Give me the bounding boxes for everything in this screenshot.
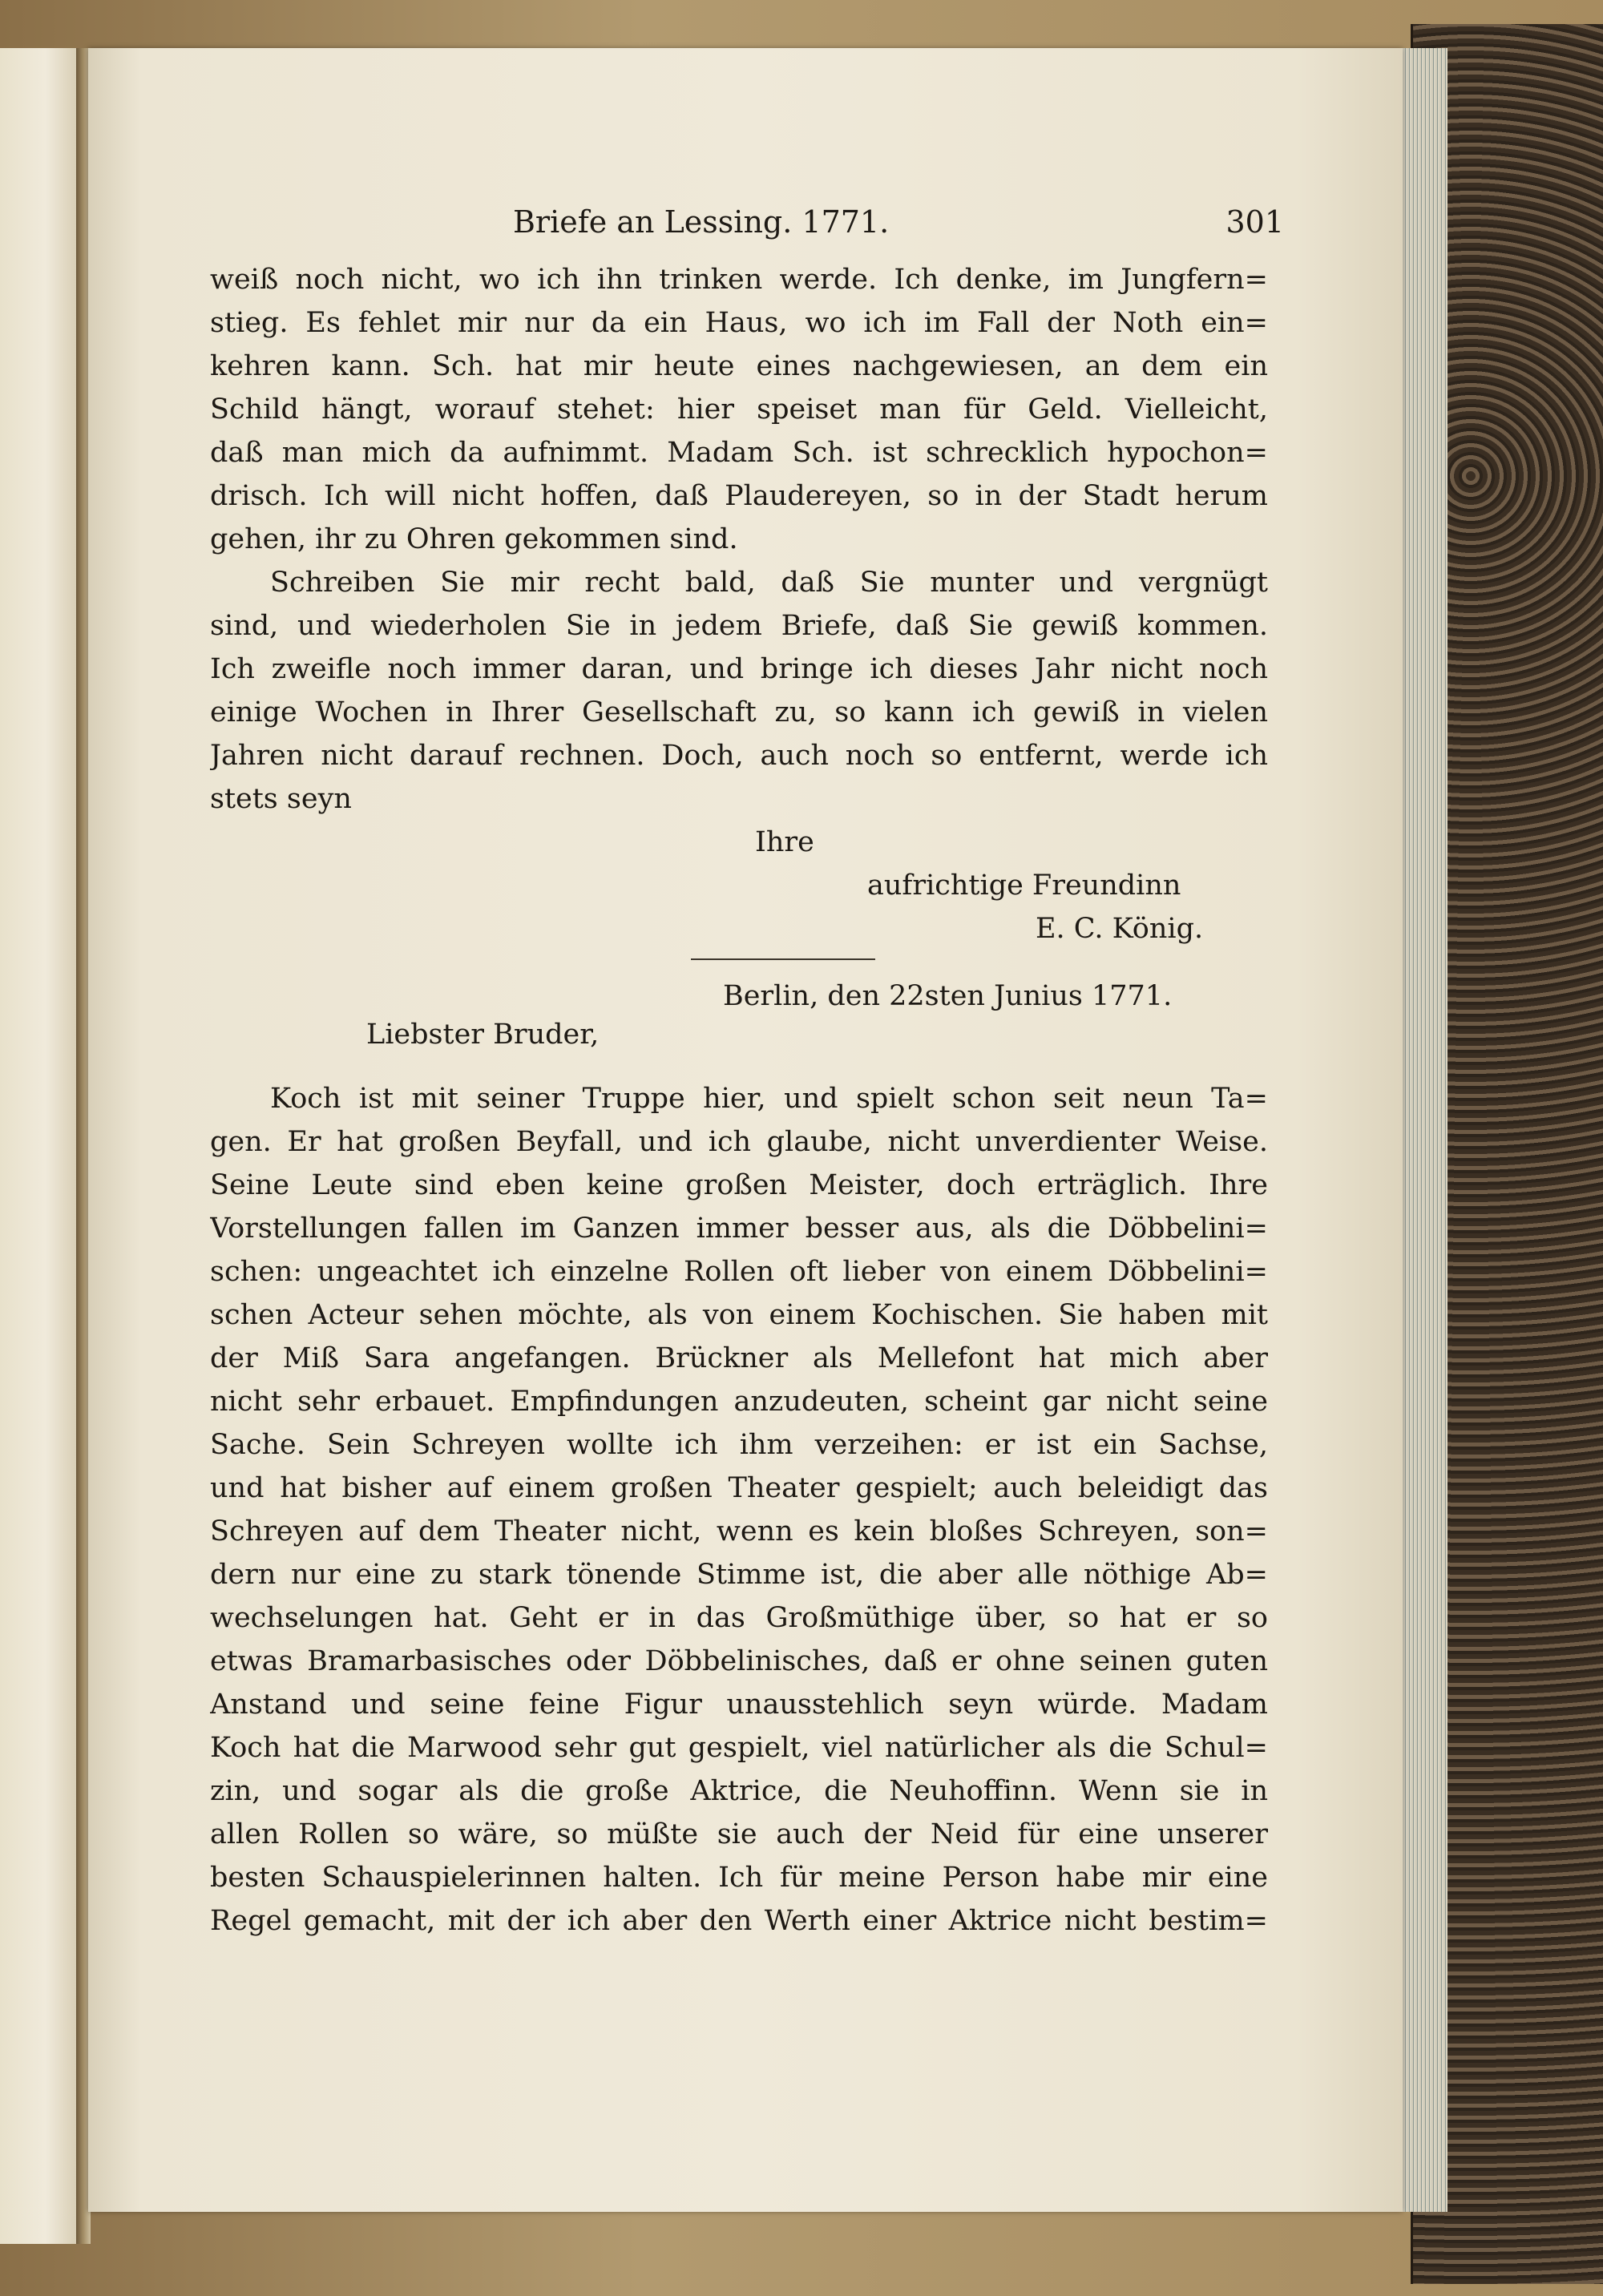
text-line: einige Wochen in Ihrer Gesellschaft zu, so kann ich gewiß in vielen [210, 696, 1268, 728]
spacer [210, 1061, 1268, 1077]
text-line: Vorstellungen fallen im Ganzen immer besser aus, als die Döbbelini= [210, 1213, 1268, 1245]
book-page [88, 48, 1403, 2212]
signature: E. C. König. [1036, 913, 1204, 945]
text-line: allen Rollen so wäre, so müßte sie auch der Neid für eine unserer [210, 1818, 1268, 1850]
text-line: daß man mich da aufnimmt. Madam Sch. ist schrecklich hypochon= [210, 437, 1268, 469]
salutation: Liebster Bruder, [366, 1019, 600, 1051]
text-line: Schild hängt, worauf stehet: hier speiset man für Geld. Vielleicht, [210, 393, 1268, 426]
text-line: Anstand und seine feine Figur unausstehlich seyn würde. Madam [210, 1689, 1268, 1721]
text-line: sind, und wiederholen Sie in jedem Briefe, daß Sie gewiß kommen. [210, 610, 1268, 642]
running-title: Briefe an Lessing. 1771. [513, 204, 890, 240]
text-line: Seine Leute sind eben keine großen Meister, doch erträglich. Ihre [210, 1169, 1268, 1201]
text-line: wechselungen hat. Geht er in das Großmüthige über, so hat er so [210, 1602, 1268, 1634]
text-line: Jahren nicht darauf rechnen. Doch, auch noch so entfernt, werde ich [210, 740, 1268, 772]
closing-line: aufrichtige Freundinn [867, 870, 1181, 902]
text-line: weiß noch nicht, wo ich ihn trinken werde. Ich denke, im Jungfern= [210, 264, 1268, 296]
text-line: der Miß Sara angefangen. Brückner als Mellefont hat mich aber [210, 1342, 1268, 1374]
text-line: Sache. Sein Schreyen wollte ich ihm verzeihen: er ist ein Sachse, [210, 1429, 1268, 1461]
text-line: schen Acteur sehen möchte, als von einem Kochischen. Sie haben mit [210, 1299, 1268, 1331]
text-line: zin, und sogar als die große Aktrice, die Neuhoffinn. Wenn sie in [210, 1775, 1268, 1807]
text-line: Regel gemacht, mit der ich aber den Werth einer Aktrice nicht bestim= [210, 1905, 1268, 1937]
page-body [210, 258, 1268, 1943]
text-line: schen: ungeachtet ich einzelne Rollen oft lieber von einem Döbbelini= [210, 1256, 1268, 1288]
text-line: drisch. Ich will nicht hoffen, daß Plaudereyen, so in der Stadt herum [210, 480, 1268, 512]
text-line: gehen, ihr zu Ohren gekommen sind. [210, 523, 738, 555]
left-page-edge [0, 48, 78, 2244]
text-line: und hat bisher auf einem großen Theater gespielt; auch beleidigt das [210, 1472, 1268, 1504]
text-line: Ich zweifle noch immer daran, und bringe ich dieses Jahr nicht noch [210, 653, 1268, 685]
text-line: Schreiben Sie mir recht bald, daß Sie munter und vergnügt [270, 567, 1268, 599]
text-line: gen. Er hat großen Beyfall, und ich glaube, nicht unverdienter Weise. [210, 1126, 1268, 1158]
text-line: stieg. Es fehlet mir nur da ein Haus, wo ich im Fall der Noth ein= [210, 307, 1268, 339]
text-line: Koch ist mit seiner Truppe hier, und spielt schon seit neun Ta= [270, 1083, 1268, 1115]
text-line: Koch hat die Marwood sehr gut gespielt, viel natürlicher als die Schul= [210, 1732, 1268, 1764]
closing-ihre: Ihre [755, 826, 814, 858]
page-number: 301 [1225, 204, 1284, 240]
text-line: etwas Bramarbasisches oder Döbbelinisches, daß er ohne seinen guten [210, 1645, 1268, 1677]
letter-divider [691, 958, 875, 960]
text-line: Schreyen auf dem Theater nicht, wenn es kein bloßes Schreyen, son= [210, 1515, 1268, 1547]
dateline: Berlin, den 22sten Junius 1771. [723, 980, 1173, 1012]
text-line: besten Schauspielerinnen halten. Ich für meine Person habe mir eine [210, 1862, 1268, 1894]
text-line: stets seyn [210, 783, 352, 815]
text-line: dern nur eine zu stark tönende Stimme ist, die aber alle nöthige Ab= [210, 1559, 1268, 1591]
text-line: kehren kann. Sch. hat mir heute eines nachgewiesen, an dem ein [210, 350, 1268, 382]
text-line: nicht sehr erbauet. Empfindungen anzudeuten, scheint gar nicht seine [210, 1386, 1268, 1418]
